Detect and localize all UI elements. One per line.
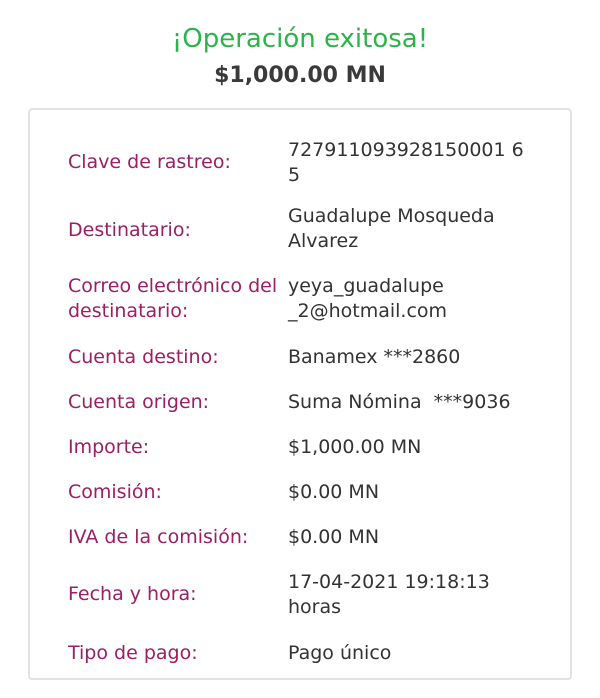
recipient-value — [288, 204, 550, 254]
amount-value: $1,000.00 MN — [288, 436, 422, 458]
tracking-key-value — [288, 138, 550, 188]
datetime-value — [288, 570, 550, 620]
tracking-key-label: Clave de rastreo: — [68, 151, 231, 173]
datetime-label: Fecha y hora: — [68, 583, 197, 605]
receipt-card — [28, 108, 572, 680]
recipient-email-value-line-1: yeya_guadalupe — [288, 275, 444, 297]
recipient-value-line-2: Alvarez — [288, 230, 359, 252]
amount-label: Importe: — [68, 436, 150, 458]
destination-account-label: Cuenta destino: — [68, 346, 219, 368]
recipient-email-label-line-2: destinatario: — [68, 300, 189, 322]
tracking-key-value-line-1: 727911093928150001 6 — [288, 139, 524, 161]
datetime-value-line-2: horas — [288, 596, 342, 618]
fee-value: $0.00 MN — [288, 481, 380, 503]
datetime-value-line-1: 17-04-2021 19:18:13 — [288, 571, 490, 593]
payment-type-value: Pago único — [288, 642, 392, 664]
destination-account-value: Banamex ***2860 — [288, 346, 461, 368]
recipient-label: Destinatario: — [68, 219, 191, 241]
success-title: ¡Operación exitosa! — [171, 24, 429, 54]
recipient-email-label — [68, 274, 288, 324]
tracking-key-value-line-2: 5 — [288, 164, 301, 186]
fee-vat-label: IVA de la comisión: — [68, 526, 249, 548]
fee-label: Comisión: — [68, 481, 162, 503]
recipient-email-value — [288, 274, 550, 324]
fee-vat-value: $0.00 MN — [288, 526, 380, 548]
recipient-value-line-1: Guadalupe Mosqueda — [288, 205, 495, 227]
origin-account-label: Cuenta origen: — [68, 391, 210, 413]
payment-type-label: Tipo de pago: — [68, 642, 198, 664]
recipient-email-label-line-1: Correo electrónico del — [68, 275, 278, 297]
transfer-amount: $1,000.00 MN — [214, 63, 386, 88]
recipient-email-value-line-2: _2@hotmail.com — [288, 300, 448, 322]
origin-account-value: Suma Nómina ***9036 — [288, 391, 511, 413]
